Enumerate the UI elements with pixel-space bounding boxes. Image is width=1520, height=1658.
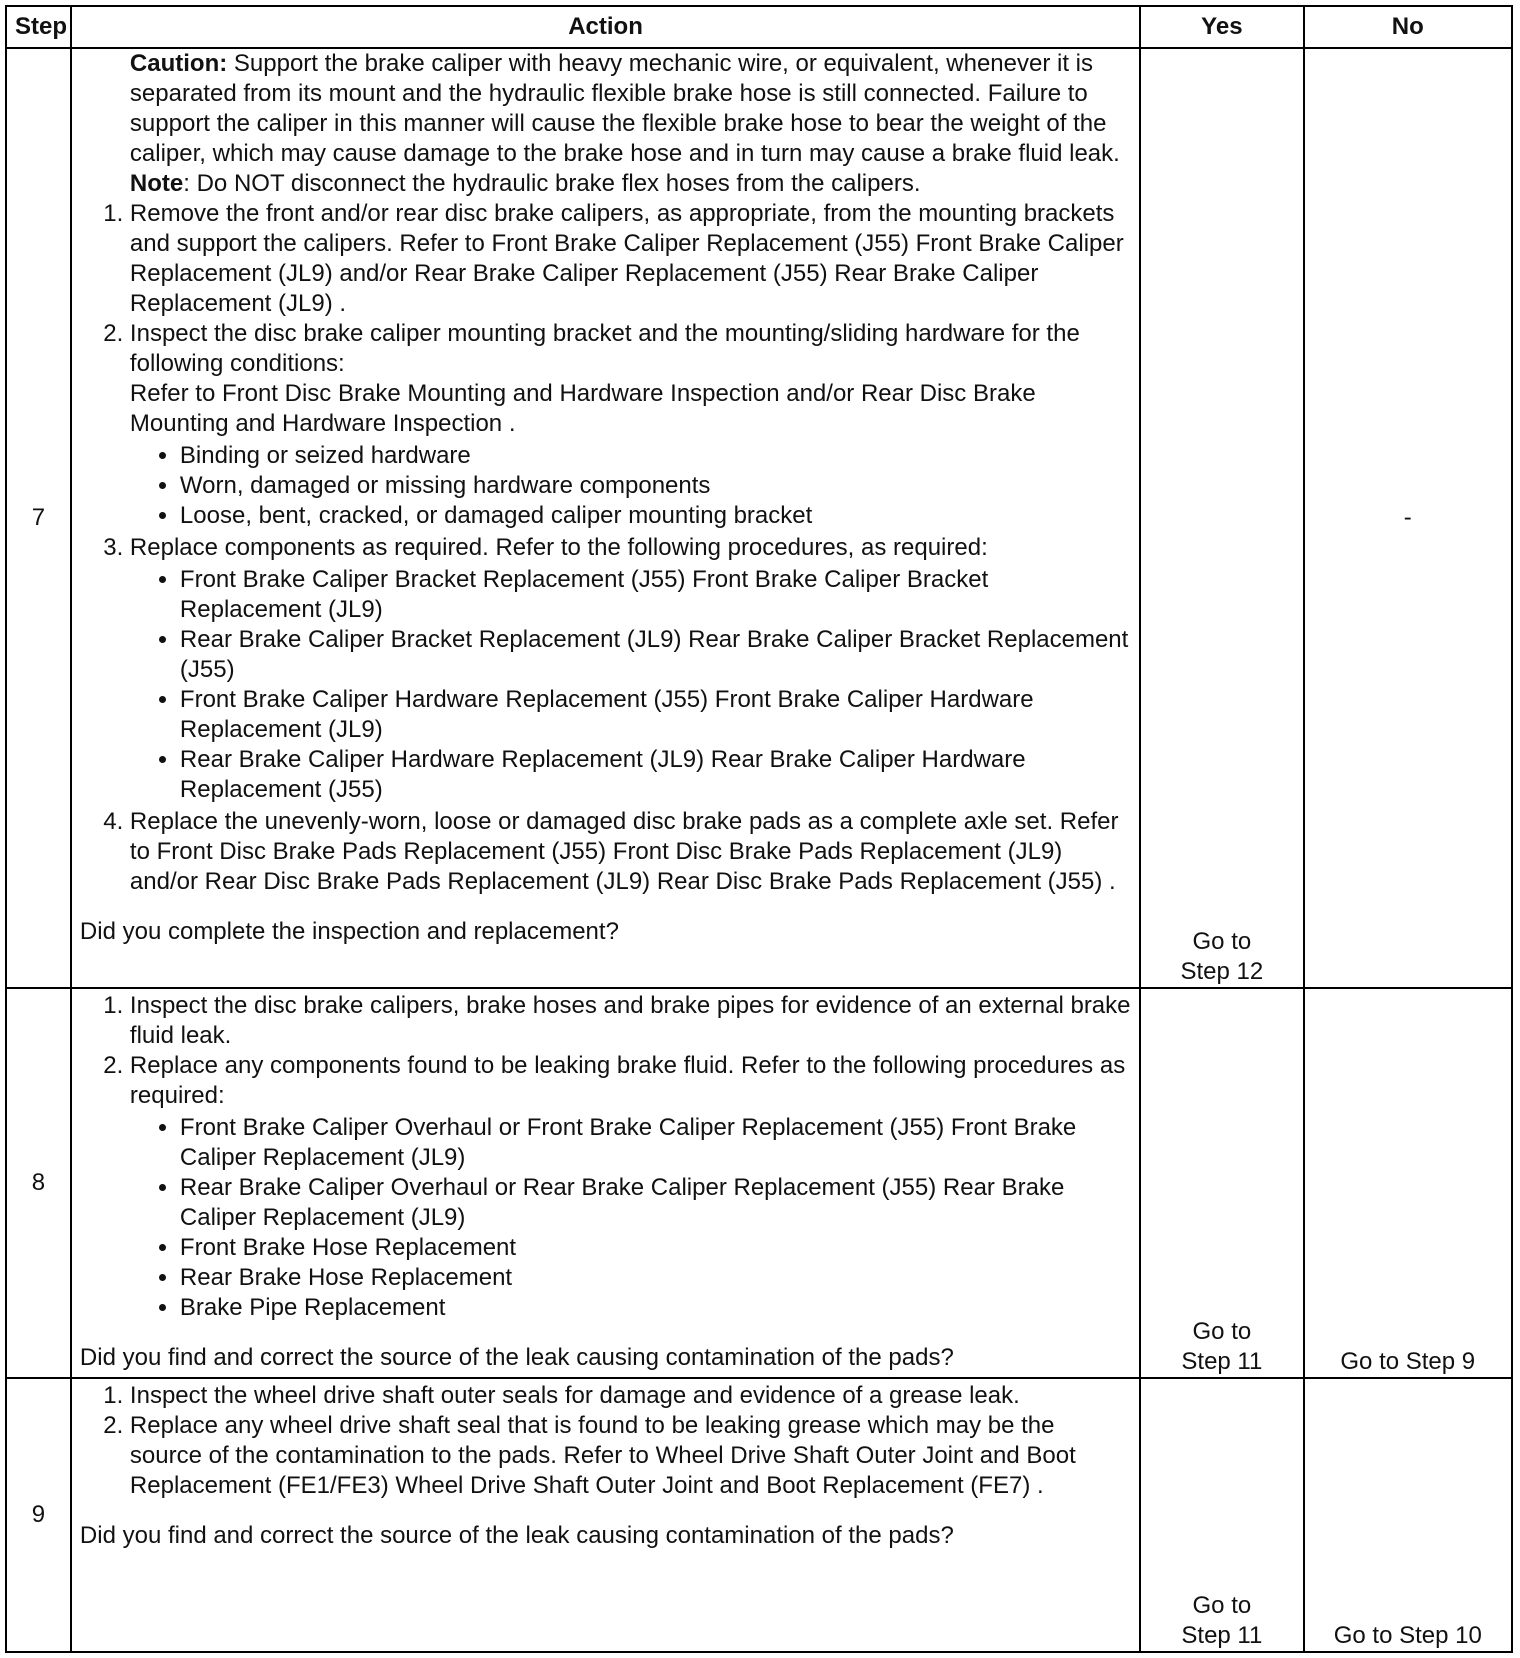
caution-note [80,49,1131,169]
yes-line1: Go to [1192,1592,1252,1619]
note-text: : Do NOT disconnect the hydraulic brake flex hoses from the calipers. [183,170,921,197]
list-item: 1. Inspect the wheel drive shaft outer seals for damage and evidence of a grease leak. [130,1381,1131,1411]
list-item: • Front Brake Hose Replacement [180,1233,1131,1263]
list-item: • Loose, bent, cracked, or damaged caliper mounting bracket [180,501,1131,531]
list-item: 2. Inspect the disc brake caliper mounting bracket and the mounting/sliding hardware for the following conditions: Refer to Front Disc Brake Mounting and Hardware Inspection and/or Rear Disc Brake Mounting and Hardware Inspection . • Binding or seized hardware • Worn, damaged or missing hardware components • Loose, bent, cracked, or damaged caliper mounting bracket [130,319,1131,531]
list-item: • Front Brake Caliper Overhaul or Front Brake Caliper Replacement (J55) Front Brake Caliper Replacement (JL9) [180,1113,1131,1173]
header-yes: Yes [1140,6,1303,48]
refer-text: Refer to Front Disc Brake Mounting and Hardware Inspection and/or Rear Disc Brake Mounting and Hardware Inspection . [129,380,1036,437]
step-number: 8 [6,988,71,1378]
header-step: Step [6,6,71,48]
list-item: 3. Replace components as required. Refer to the following procedures, as required: • Front Brake Caliper Bracket Replacement (J55) Front Brake Caliper Bracket Replacement (JL9) • Rear Brake Caliper Bracket Replacement (JL9) Rear Brake Caliper Bracket Replacement (J55) • Front Brake Caliper Hardware Replacement (J55) Front Brake Caliper Hardware Replacement (JL9) • Rear Brake Caliper Hardware Replacement (JL9) Rear Brake Caliper Hardware Replacement (J55) [130,533,1131,805]
note [80,169,1131,199]
caution-label: Caution: [129,50,228,77]
condition-list [130,441,1131,531]
yes-line2: Step 12 [1180,958,1264,985]
list-item: 1. Inspect the disc brake calipers, brake hoses and brake pipes for evidence of an external brake fluid leak. [130,991,1131,1051]
list-item: • Front Brake Caliper Bracket Replacement (J55) Front Brake Caliper Bracket Replacement (JL9) [180,565,1131,625]
header-row [6,6,1512,48]
procedure-ref-list [130,1113,1131,1323]
list-item: • Rear Brake Hose Replacement [180,1263,1131,1293]
header-action: Action [71,6,1140,48]
list-item: 4. Replace the unevenly-worn, loose or damaged disc brake pads as a complete axle set. Refer to Front Disc Brake Pads Replacement (J55) Front Disc Brake Pads Replacement (JL9) and/or Rear Disc Brake Pads Replacement (JL9) Rear Disc Brake Pads Replacement (J55) . [130,807,1131,897]
yes-line2: Step 11 [1181,1348,1263,1375]
action-cell [71,1378,1140,1652]
yes-line1: Go to [1192,1318,1252,1345]
header-no: No [1304,6,1512,48]
list-item: • Brake Pipe Replacement [180,1293,1131,1323]
diagnostic-table [5,5,1513,1653]
list-item: • Rear Brake Caliper Overhaul or Rear Brake Caliper Replacement (J55) Rear Brake Caliper Replacement (JL9) [180,1173,1131,1233]
list-item: 2. Replace any wheel drive shaft seal that is found to be leaking grease which may be the source of the contamination to the pads. Refer to Wheel Drive Shaft Outer Joint and Boot Replacement (FE1/FE3) Wheel Drive Shaft Outer Joint and Boot Replacement (FE7) . [130,1411,1131,1501]
caution-text: Support the brake caliper with heavy mechanic wire, or equivalent, whenever it is separated from its mount and the hydraulic flexible brake hose is still connected. Failure to support the caliper in this manner will cause the flexible brake hose to bear the weight of the caliper, which may cause damage to the brake hose and in turn may cause a brake fluid leak. [129,50,1120,167]
table-row-step-7 [6,48,1512,988]
list-item: • Binding or seized hardware [180,441,1131,471]
action-cell [71,48,1140,988]
question-text: Did you complete the inspection and replacement? [79,918,619,945]
yes-cell [1140,1378,1303,1652]
procedure-list [80,199,1131,897]
table-row-step-9 [6,1378,1512,1652]
yes-cell [1140,988,1303,1378]
list-item: • Rear Brake Caliper Hardware Replacement (JL9) Rear Brake Caliper Hardware Replacement (J55) [180,745,1131,805]
no-cell: - [1304,48,1512,988]
question-text: Did you find and correct the source of the leak causing contamination of the pads? [79,1344,954,1371]
question-text: Did you find and correct the source of the leak causing contamination of the pads? [79,1522,954,1549]
note-label: Note [129,170,184,197]
action-cell [71,988,1140,1378]
list-item: • Worn, damaged or missing hardware components [180,471,1131,501]
yes-cell [1140,48,1303,988]
table-row-step-8 [6,988,1512,1378]
list-item: • Rear Brake Caliper Bracket Replacement (JL9) Rear Brake Caliper Bracket Replacement (J55) [180,625,1131,685]
list-item: 1. Remove the front and/or rear disc brake calipers, as appropriate, from the mounting brackets and support the calipers. Refer to Front Brake Caliper Replacement (J55) Front Brake Caliper Replacement (JL9) and/or Rear Brake Caliper Replacement (J55) Rear Brake Caliper Replacement (JL9) . [130,199,1131,319]
procedure-ref-list [130,565,1131,805]
no-cell: Go to Step 10 [1304,1378,1512,1652]
procedure-list [80,1381,1131,1501]
procedure-list [80,991,1131,1323]
list-item: • Front Brake Caliper Hardware Replacement (J55) Front Brake Caliper Hardware Replacement (JL9) [180,685,1131,745]
step-number: 9 [6,1378,71,1652]
step-number: 7 [6,48,71,988]
yes-line1: Go to [1192,928,1252,955]
list-item: 2. Replace any components found to be leaking brake fluid. Refer to the following procedures as required: • Front Brake Caliper Overhaul or Front Brake Caliper Replacement (J55) Front Brake Caliper Replacement (JL9) • Rear Brake Caliper Overhaul or Rear Brake Caliper Replacement (J55) Rear Brake Caliper Replacement (JL9) • Front Brake Hose Replacement • Rear Brake Hose Replacement • Brake Pipe Replacement [130,1051,1131,1323]
yes-line2: Step 11 [1181,1622,1263,1649]
no-cell: Go to Step 9 [1304,988,1512,1378]
